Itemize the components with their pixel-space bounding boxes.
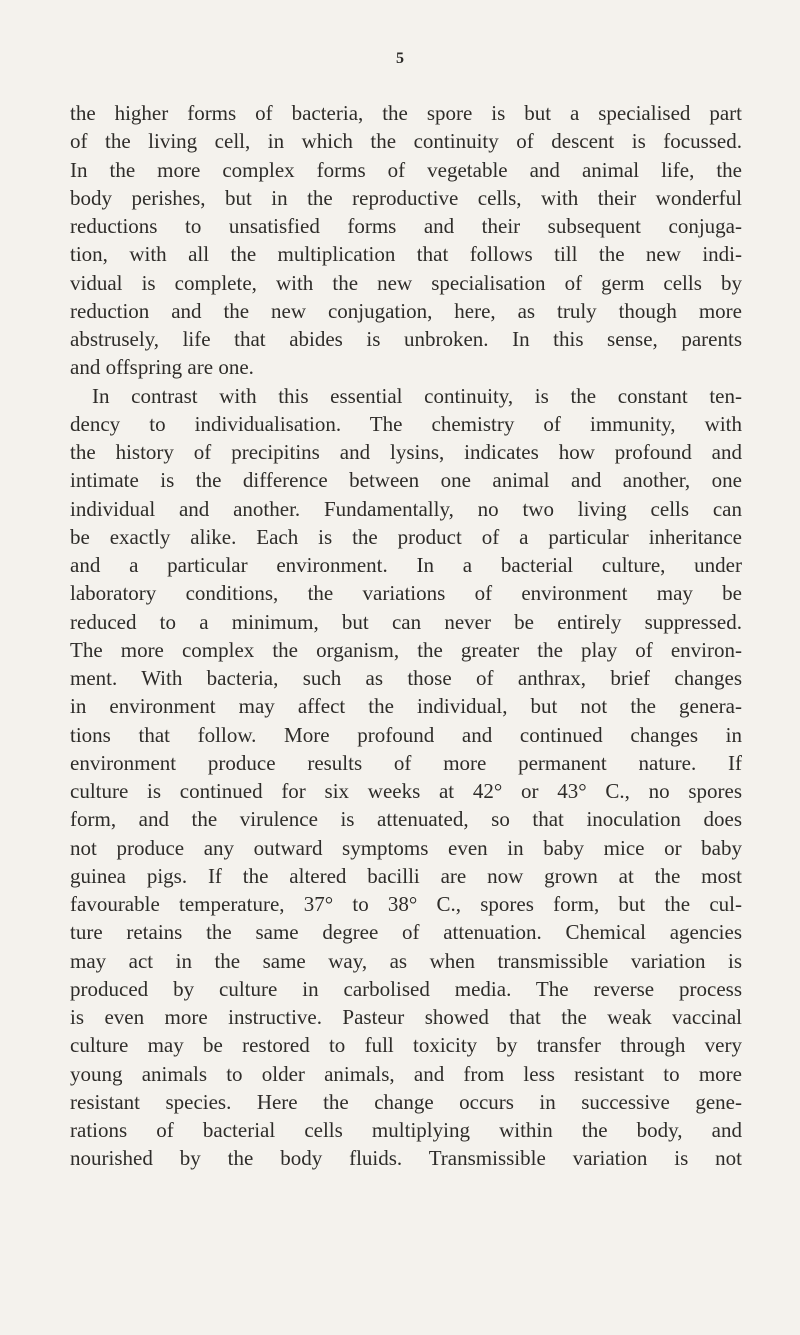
- text-line: reduced to a minimum, but can never be entirely suppressed.: [70, 609, 742, 634]
- page-number: 5: [396, 50, 404, 67]
- text-line: resistant species. Here the change occurs in successive gene-: [70, 1089, 742, 1114]
- paragraph-2: [70, 382, 742, 1173]
- body-text: [70, 99, 742, 1173]
- text-line: nourished by the body fluids. Transmissible variation is not: [70, 1146, 742, 1171]
- text-line: ture retains the same degree of attenuation. Chemical agencies: [70, 920, 742, 945]
- text-line: In the more complex forms of vegetable and animal life, the: [70, 157, 742, 182]
- text-line: culture may be restored to full toxicity by transfer through very: [70, 1033, 742, 1058]
- text-line: rations of bacterial cells multiplying within the body, and: [70, 1118, 742, 1142]
- text-line: form, and the virulence is attenuated, so that inoculation does: [70, 807, 742, 832]
- text-line: laboratory conditions, the variations of environment may be: [70, 581, 742, 606]
- text-line: ment. With bacteria, such as those of anthrax, brief changes: [70, 666, 742, 690]
- text-line: body perishes, but in the reproductive cells, with their wonderful: [70, 185, 742, 210]
- text-line: guinea pigs. If the altered bacilli are now grown at the most: [70, 863, 742, 888]
- text-line: intimate is the difference between one animal and another, one: [70, 468, 742, 493]
- text-line: the history of precipitins and lysins, indicates how profound and: [70, 440, 742, 464]
- text-line: produced by culture in carbolised media. The reverse process: [70, 976, 742, 1001]
- text-line: young animals to older animals, and from less resistant to more: [70, 1061, 742, 1086]
- text-line: environment produce results of more permanent nature. If: [70, 750, 742, 775]
- paragraph-1: [70, 99, 742, 382]
- text-line: and offspring are one.: [70, 355, 254, 380]
- text-line: dency to individualisation. The chemistry of immunity, with: [70, 411, 742, 436]
- text-line: the higher forms of bacteria, the spore is but a specialised part: [70, 101, 742, 125]
- text-line: may act in the same way, as when transmissible variation is: [70, 948, 742, 973]
- text-line: and a particular environment. In a bacterial culture, under: [70, 553, 742, 577]
- text-line: abstrusely, life that abides is unbroken. In this sense, parents: [70, 327, 742, 351]
- text-line: vidual is complete, with the new specialisation of germ cells by: [70, 270, 742, 295]
- text-line: be exactly alike. Each is the product of a particular inheritance: [70, 524, 742, 549]
- text-line: favourable temperature, 37° to 38° C., spores form, but the cul-: [70, 892, 742, 916]
- text-line: in environment may affect the individual, but not the genera-: [70, 694, 742, 719]
- text-line: tion, with all the multiplication that follows till the new indi-: [70, 242, 742, 267]
- text-line: individual and another. Fundamentally, no two living cells can: [70, 496, 742, 521]
- text-line: of the living cell, in which the continuity of descent is focussed.: [70, 129, 742, 154]
- text-line: reductions to unsatisfied forms and their subsequent conjuga-: [70, 214, 742, 238]
- text-line: In contrast with this essential continuity, is the constant ten-: [92, 383, 742, 408]
- text-line: The more complex the organism, the greater the play of environ-: [70, 637, 742, 662]
- text-line: tions that follow. More profound and continued changes in: [70, 722, 742, 747]
- text-line: reduction and the new conjugation, here, as truly though more: [70, 298, 742, 323]
- text-line: is even more instructive. Pasteur showed that the weak vaccinal: [70, 1005, 742, 1029]
- text-line: culture is continued for six weeks at 42° or 43° C., no spores: [70, 779, 742, 803]
- text-line: not produce any outward symptoms even in baby mice or baby: [70, 835, 742, 860]
